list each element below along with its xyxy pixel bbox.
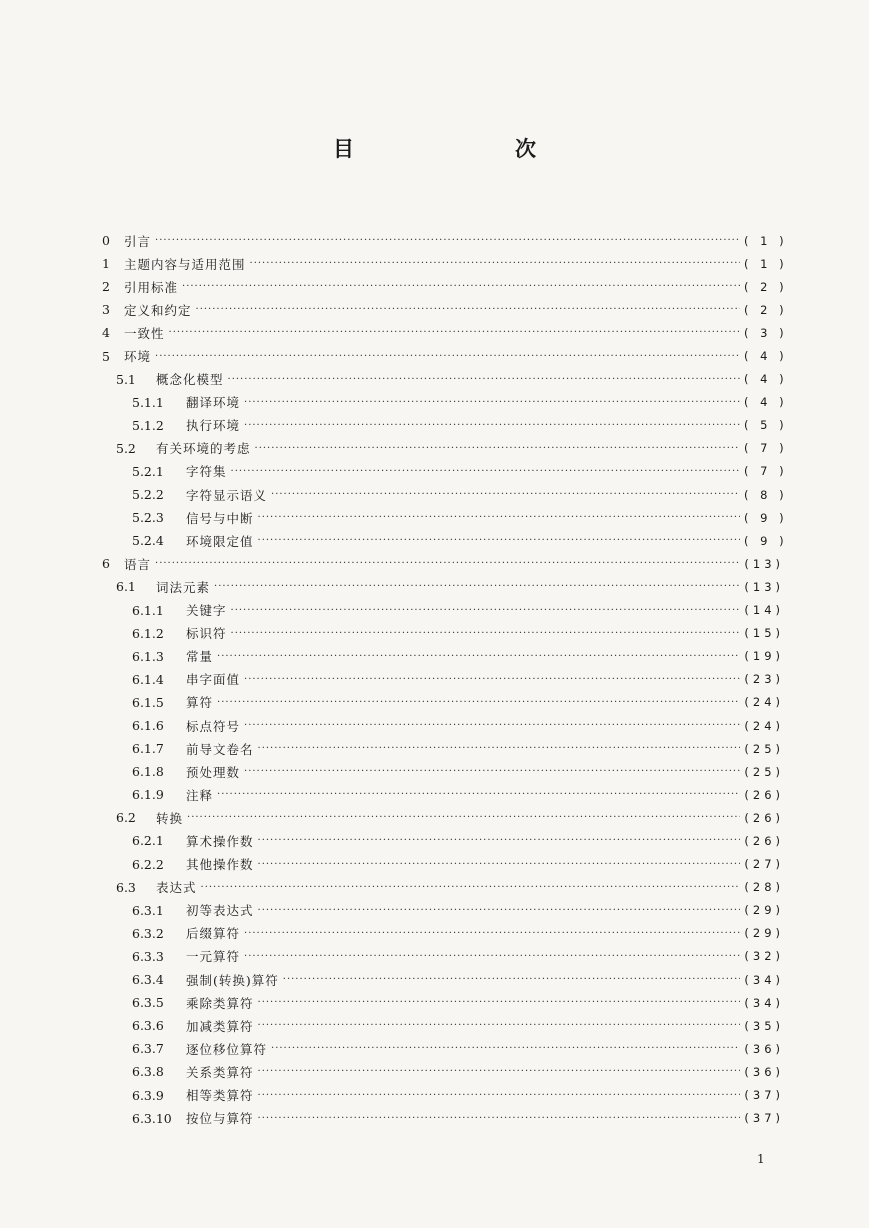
toc-entry[interactable] bbox=[102, 622, 784, 645]
toc-entry[interactable] bbox=[102, 414, 788, 437]
toc-entry-label: 主题内容与适用范围 bbox=[124, 256, 246, 272]
toc-dot-leader bbox=[201, 882, 740, 893]
toc-dot-leader bbox=[258, 835, 740, 846]
toc-entry-label: 前导文卷名 bbox=[186, 741, 254, 757]
toc-entry-label: 算符 bbox=[186, 695, 214, 711]
toc-entry-number: 6.1.1 bbox=[132, 602, 164, 618]
toc-entry[interactable] bbox=[102, 437, 788, 460]
toc-entry-label: 关键字 bbox=[186, 603, 227, 619]
toc-entry-page: (29) bbox=[744, 926, 784, 941]
page-number: 1 bbox=[757, 1152, 765, 1166]
toc-entry-number: 6.1.9 bbox=[132, 787, 164, 803]
toc-dot-leader bbox=[250, 258, 740, 269]
toc-entry-label: 逐位移位算符 bbox=[186, 1041, 268, 1057]
toc-entry-label: 按位与算符 bbox=[186, 1111, 254, 1127]
toc-entry-label: 概念化模型 bbox=[156, 372, 224, 388]
toc-entry[interactable] bbox=[102, 321, 788, 344]
toc-entry-label: 有关环境的考虑 bbox=[156, 441, 251, 457]
toc-entry-number: 6.1.2 bbox=[132, 625, 164, 641]
toc-dot-leader bbox=[244, 951, 740, 962]
toc-dot-leader bbox=[169, 327, 740, 338]
toc-entry-number: 6.1.8 bbox=[132, 764, 164, 780]
toc-entry-page: (14) bbox=[744, 603, 784, 618]
toc-entry-page: (13) bbox=[744, 579, 784, 594]
toc-entry-page: (35) bbox=[744, 1018, 784, 1033]
toc-entry-number: 6.3.3 bbox=[132, 948, 164, 964]
toc-entry-number: 5.2.4 bbox=[132, 533, 164, 549]
toc-entry[interactable] bbox=[102, 552, 784, 575]
toc-entry-page: (37) bbox=[744, 1088, 784, 1103]
toc-entry-page: (32) bbox=[744, 949, 784, 964]
toc-entry-label: 一致性 bbox=[124, 325, 165, 341]
toc-entry-label: 语言 bbox=[124, 556, 152, 572]
toc-entry-label: 一元算符 bbox=[186, 949, 241, 965]
table-of-contents bbox=[102, 229, 788, 1130]
toc-dot-leader bbox=[258, 997, 740, 1008]
toc-entry[interactable] bbox=[102, 483, 788, 506]
toc-dot-leader bbox=[244, 928, 740, 939]
toc-entry[interactable] bbox=[102, 968, 784, 991]
toc-entry[interactable] bbox=[102, 460, 788, 483]
toc-entry-number: 6.3.10 bbox=[132, 1110, 172, 1126]
toc-dot-leader bbox=[258, 512, 740, 523]
toc-entry[interactable] bbox=[102, 344, 788, 367]
toc-dot-leader bbox=[231, 605, 740, 616]
toc-entry-label: 字符集 bbox=[186, 464, 227, 480]
toc-entry-number: 6.1 bbox=[116, 579, 136, 595]
toc-entry-page: (24) bbox=[744, 718, 784, 733]
toc-entry-page: ( 1 ) bbox=[744, 233, 788, 248]
toc-entry-number: 6.1.7 bbox=[132, 741, 164, 757]
toc-entry-page: (27) bbox=[744, 857, 784, 872]
toc-entry-page: (15) bbox=[744, 626, 784, 641]
toc-dot-leader bbox=[258, 859, 740, 870]
toc-entry[interactable] bbox=[102, 645, 784, 668]
toc-dot-leader bbox=[182, 281, 740, 292]
toc-entry-label: 标识符 bbox=[186, 626, 227, 642]
toc-dot-leader bbox=[258, 1066, 740, 1077]
toc-entry-page: ( 2 ) bbox=[744, 279, 788, 294]
toc-entry-label: 串字面值 bbox=[186, 672, 241, 688]
toc-entry-page: ( 7 ) bbox=[744, 464, 788, 479]
toc-entry-number: 6.1.3 bbox=[132, 648, 164, 664]
toc-entry-page: ( 9 ) bbox=[744, 533, 788, 548]
toc-entry-number: 6.3 bbox=[116, 879, 136, 895]
toc-dot-leader bbox=[244, 397, 740, 408]
toc-dot-leader bbox=[217, 789, 740, 800]
toc-entry-number: 4 bbox=[102, 325, 110, 341]
toc-dot-leader bbox=[271, 1043, 740, 1054]
toc-dot-leader bbox=[283, 974, 740, 985]
toc-entry-number: 6.1.4 bbox=[132, 671, 164, 687]
toc-entry-label: 乘除类算符 bbox=[186, 995, 254, 1011]
toc-entry[interactable] bbox=[102, 1083, 784, 1106]
toc-entry-number: 6.3.5 bbox=[132, 995, 164, 1011]
toc-entry[interactable] bbox=[102, 506, 788, 529]
toc-dot-leader bbox=[228, 374, 740, 385]
toc-entry[interactable] bbox=[102, 391, 788, 414]
toc-entry-number: 6.2.2 bbox=[132, 856, 164, 872]
toc-entry[interactable] bbox=[102, 760, 784, 783]
toc-entry-page: ( 5 ) bbox=[744, 418, 788, 433]
toc-entry-number: 0 bbox=[102, 233, 110, 249]
toc-entry-number: 5.2 bbox=[116, 440, 136, 456]
toc-entry-label: 转换 bbox=[156, 810, 184, 826]
toc-entry-page: (26) bbox=[744, 787, 784, 802]
toc-entry[interactable] bbox=[102, 737, 784, 760]
toc-entry-label: 强制(转换)算符 bbox=[186, 972, 279, 988]
toc-entry[interactable] bbox=[102, 368, 788, 391]
toc-entry-number: 5 bbox=[102, 348, 110, 364]
toc-dot-leader bbox=[271, 489, 740, 500]
toc-entry[interactable] bbox=[102, 853, 784, 876]
toc-entry-number: 6.1.6 bbox=[132, 718, 164, 734]
toc-entry-number: 6.3.7 bbox=[132, 1041, 164, 1057]
toc-dot-leader bbox=[255, 443, 740, 454]
toc-entry-label: 表达式 bbox=[156, 880, 197, 896]
toc-entry[interactable] bbox=[102, 252, 788, 275]
toc-entry[interactable] bbox=[102, 922, 784, 945]
toc-entry-number: 6.3.2 bbox=[132, 925, 164, 941]
toc-entry-page: (24) bbox=[744, 695, 784, 710]
toc-entry-label: 后缀算符 bbox=[186, 926, 241, 942]
toc-entry-page: ( 4 ) bbox=[744, 372, 788, 387]
toc-entry-page: ( 2 ) bbox=[744, 302, 788, 317]
toc-entry[interactable] bbox=[102, 783, 784, 806]
toc-entry-page: ( 3 ) bbox=[744, 325, 788, 340]
toc-entry[interactable] bbox=[102, 229, 788, 252]
toc-dot-leader bbox=[258, 743, 740, 754]
toc-entry-page: (25) bbox=[744, 741, 784, 756]
toc-entry-page: ( 9 ) bbox=[744, 510, 788, 525]
toc-entry-label: 环境 bbox=[124, 349, 152, 365]
toc-entry-label: 加减类算符 bbox=[186, 1018, 254, 1034]
page-title: 目 次 bbox=[333, 137, 606, 161]
toc-entry-page: (23) bbox=[744, 672, 784, 687]
toc-entry-label: 其他操作数 bbox=[186, 857, 254, 873]
toc-dot-leader bbox=[196, 304, 740, 315]
toc-entry-number: 5.2.2 bbox=[132, 487, 164, 503]
toc-entry-label: 常量 bbox=[186, 649, 214, 665]
toc-entry-label: 环境限定值 bbox=[186, 533, 254, 549]
toc-entry-number: 6.3.1 bbox=[132, 902, 164, 918]
toc-dot-leader bbox=[155, 235, 740, 246]
toc-entry-number: 6 bbox=[102, 556, 110, 572]
toc-entry-label: 预处理数 bbox=[186, 764, 241, 780]
toc-entry-page: (34) bbox=[744, 995, 784, 1010]
toc-dot-leader bbox=[244, 766, 740, 777]
toc-entry-page: (26) bbox=[744, 810, 784, 825]
toc-entry-page: (36) bbox=[744, 1064, 784, 1079]
toc-entry-page: (25) bbox=[744, 764, 784, 779]
toc-entry[interactable] bbox=[102, 1037, 784, 1060]
toc-dot-leader bbox=[231, 628, 740, 639]
toc-entry-number: 5.1.2 bbox=[132, 417, 164, 433]
toc-entry-label: 字符显示语义 bbox=[186, 487, 268, 503]
toc-entry-number: 5.2.1 bbox=[132, 463, 164, 479]
toc-entry-page: ( 7 ) bbox=[744, 441, 788, 456]
toc-entry[interactable] bbox=[102, 691, 784, 714]
toc-entry-number: 5.1 bbox=[116, 371, 136, 387]
toc-entry[interactable] bbox=[102, 529, 788, 552]
toc-dot-leader bbox=[258, 535, 740, 546]
toc-entry-number: 6.3.8 bbox=[132, 1064, 164, 1080]
toc-entry[interactable] bbox=[102, 945, 784, 968]
toc-entry-number: 6.3.9 bbox=[132, 1087, 164, 1103]
toc-entry[interactable] bbox=[102, 806, 784, 829]
toc-dot-leader bbox=[258, 1113, 740, 1124]
toc-dot-leader bbox=[217, 651, 740, 662]
toc-entry[interactable] bbox=[102, 876, 784, 899]
toc-entry[interactable] bbox=[102, 298, 788, 321]
toc-entry-label: 关系类算符 bbox=[186, 1064, 254, 1080]
toc-entry-label: 注释 bbox=[186, 787, 214, 803]
toc-entry-number: 3 bbox=[102, 302, 110, 318]
toc-entry[interactable] bbox=[102, 668, 784, 691]
toc-entry-label: 执行环境 bbox=[186, 418, 241, 434]
toc-dot-leader bbox=[244, 674, 740, 685]
toc-entry-page: ( 4 ) bbox=[744, 349, 788, 364]
toc-entry[interactable] bbox=[102, 1107, 784, 1130]
toc-entry-number: 6.3.6 bbox=[132, 1018, 164, 1034]
toc-entry-page: (36) bbox=[744, 1041, 784, 1056]
toc-dot-leader bbox=[187, 812, 740, 823]
toc-entry[interactable] bbox=[102, 899, 784, 922]
toc-dot-leader bbox=[258, 1020, 740, 1031]
toc-entry-number: 1 bbox=[102, 256, 110, 272]
toc-entry-page: ( 4 ) bbox=[744, 395, 788, 410]
toc-entry-page: (37) bbox=[744, 1111, 784, 1126]
toc-entry-label: 引言 bbox=[124, 233, 152, 249]
toc-entry-page: (34) bbox=[744, 972, 784, 987]
toc-entry-number: 6.2 bbox=[116, 810, 136, 826]
toc-entry-number: 5.2.3 bbox=[132, 510, 164, 526]
toc-entry-page: (19) bbox=[744, 649, 784, 664]
toc-entry-number: 5.1.1 bbox=[132, 394, 164, 410]
toc-dot-leader bbox=[217, 697, 740, 708]
toc-dot-leader bbox=[258, 1090, 740, 1101]
toc-entry-label: 相等类算符 bbox=[186, 1088, 254, 1104]
toc-dot-leader bbox=[214, 581, 740, 592]
toc-dot-leader bbox=[155, 558, 740, 569]
toc-dot-leader bbox=[244, 420, 740, 431]
toc-entry-label: 初等表达式 bbox=[186, 903, 254, 919]
toc-entry-page: ( 1 ) bbox=[744, 256, 788, 271]
toc-entry-number: 2 bbox=[102, 279, 110, 295]
toc-entry[interactable] bbox=[102, 1014, 784, 1037]
toc-entry-label: 翻译环境 bbox=[186, 395, 241, 411]
toc-entry[interactable] bbox=[102, 575, 784, 598]
toc-entry-number: 6.3.4 bbox=[132, 972, 164, 988]
toc-entry[interactable] bbox=[102, 599, 784, 622]
toc-entry[interactable] bbox=[102, 275, 788, 298]
toc-dot-leader bbox=[244, 720, 740, 731]
toc-entry-label: 算术操作数 bbox=[186, 833, 254, 849]
toc-entry-page: (28) bbox=[744, 880, 784, 895]
toc-entry-page: (29) bbox=[744, 903, 784, 918]
toc-entry[interactable] bbox=[102, 714, 784, 737]
toc-entry-number: 6.2.1 bbox=[132, 833, 164, 849]
toc-dot-leader bbox=[258, 905, 740, 916]
toc-entry-label: 引用标准 bbox=[124, 279, 179, 295]
toc-entry-page: (13) bbox=[744, 556, 784, 571]
toc-entry[interactable] bbox=[102, 1060, 784, 1083]
toc-entry-page: (26) bbox=[744, 833, 784, 848]
toc-entry-label: 定义和约定 bbox=[124, 302, 192, 318]
toc-entry-number: 6.1.5 bbox=[132, 694, 164, 710]
toc-dot-leader bbox=[155, 351, 740, 362]
toc-entry[interactable] bbox=[102, 991, 784, 1014]
toc-entry-label: 词法元素 bbox=[156, 579, 211, 595]
toc-entry-label: 信号与中断 bbox=[186, 510, 254, 526]
toc-entry-label: 标点符号 bbox=[186, 718, 241, 734]
toc-dot-leader bbox=[231, 466, 740, 477]
toc-entry[interactable] bbox=[102, 829, 784, 852]
toc-entry-page: ( 8 ) bbox=[744, 487, 788, 502]
